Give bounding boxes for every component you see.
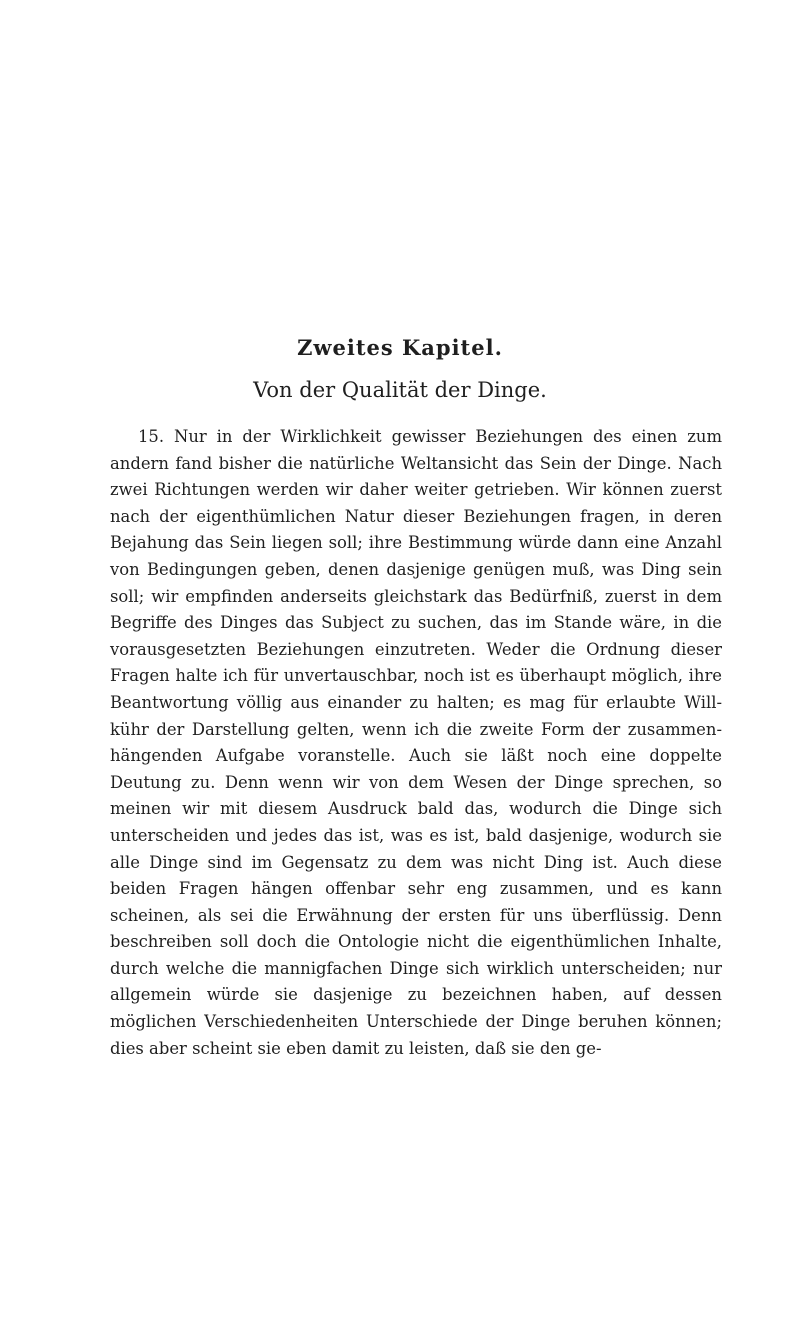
chapter-title: Von der Qualität der Dinge. bbox=[253, 378, 547, 402]
chapter-heading: Zweites Kapitel. bbox=[297, 335, 503, 360]
body-paragraph: 15. Nur in der Wirklichkeit gewisser Beziehungen des einen zum andern fand bisher die natürliche Weltansicht das Sein der Dinge. Nach zwei Richtungen werden wir daher weiter getrieben. Wir können zuerst nach der eigenthümlichen Natur dieser Beziehungen fragen, in deren Bejahung das Sein liegen soll; ihre Bestimmung würde dann eine Anzahl von Bedingungen geben, denen dasjenige genügen muß, was Ding sein soll; wir empfinden anderseits gleichstark das Bedürfniß, zuerst in dem Begriffe des Dinges das Subject zu suchen, das im Stande wäre, in die vorausgesetzten Beziehungen einzutreten. Weder die Ordnung dieser Fragen halte ich für unvertauschbar, noch ist es überhaupt möglich, ihre Beantwortung völlig aus einander zu halten; es mag für erlaubte Willkühr der Darstellung gelten, wenn ich die zweite Form der zusammenhängenden Aufgabe voranstelle. Auch sie läßt noch eine doppelte Deutung zu. Denn wenn wir von dem Wesen der Dinge sprechen, so meinen wir mit diesem Ausdruck bald das, wodurch die Dinge sich unterscheiden und jedes das ist, was es ist, bald dasjenige, wodurch sie alle Dinge sind im Gegensatz zu dem was nicht Ding ist. Auch diese beiden Fragen hängen offenbar sehr eng zusammen, und es kann scheinen, als sei die Erwähnung der ersten für uns überflüssig. Denn beschreiben soll doch die Ontologie nicht die eigenthümlichen Inhalte, durch welche die mannigfachen Dinge sich wirklich unterscheiden; nur allgemein würde sie dasjenige zu bezeichnen haben, auf dessen möglichen Verschiedenheiten Unterschiede der Dinge beruhen können; dies aber scheint sie eben damit zu leisten, daß sie den ge- bbox=[110, 427, 722, 1058]
